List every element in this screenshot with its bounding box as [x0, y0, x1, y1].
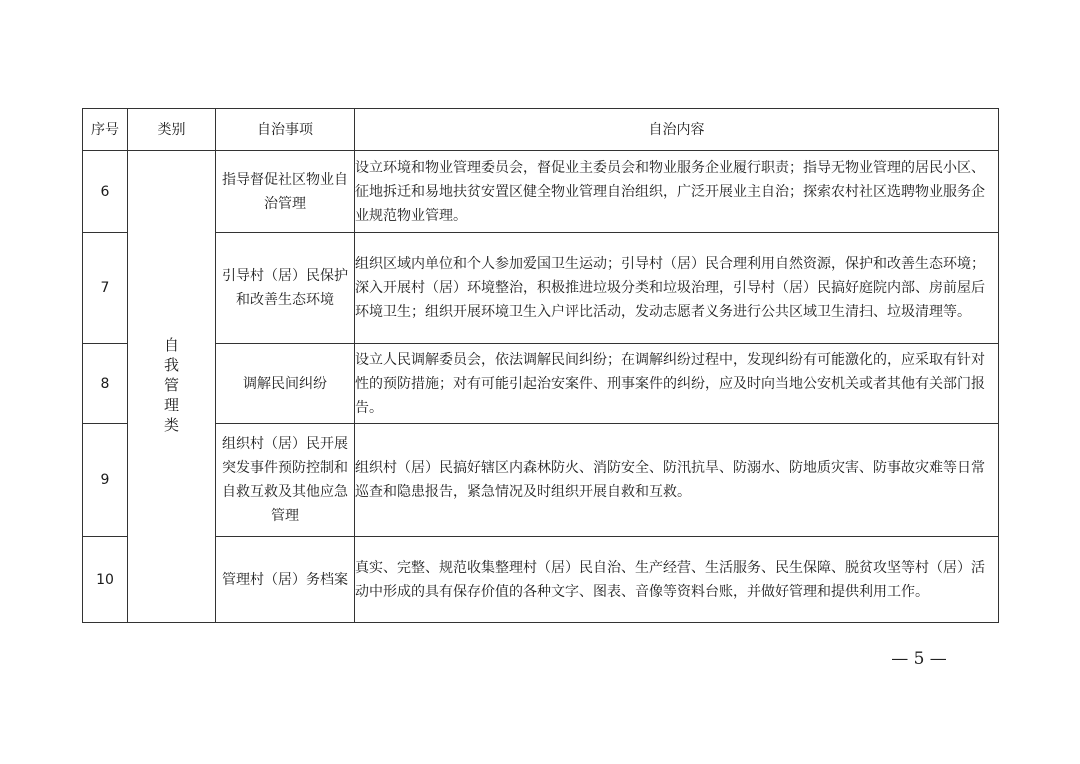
- autonomy-items-table: [82, 108, 999, 623]
- header-category: 类别: [128, 109, 216, 151]
- page-number: — 5 —: [891, 649, 947, 669]
- row-number: 8: [83, 344, 128, 424]
- row-content: 组织区域内单位和个人参加爱国卫生运动；引导村（居）民合理利用自然资源，保护和改善生态环境；深入开展村（居）环境整治，积极推进垃圾分类和垃圾治理，引导村（居）民搞好庭院内部、房前屋后环境卫生；组织开展环境卫生入户评比活动，发动志愿者义务进行公共区域卫生清扫、垃圾清理等。: [355, 233, 999, 344]
- table-row: [83, 537, 999, 623]
- category-cell: [128, 151, 216, 623]
- category-label: 自我管理类: [163, 336, 179, 434]
- row-content: 设立人民调解委员会，依法调解民间纠纷；在调解纠纷过程中，发现纠纷有可能激化的，应采取有针对性的预防措施；对有可能引起治安案件、刑事案件的纠纷，应及时向当地公安机关或者其他有关部门报告。: [355, 344, 999, 424]
- row-item: 调解民间纠纷: [216, 344, 355, 424]
- table-row: [83, 233, 999, 344]
- table-header-row: [83, 109, 999, 151]
- row-content: 真实、完整、规范收集整理村（居）民自治、生产经营、生活服务、民生保障、脱贫攻坚等村（居）活动中形成的具有保存价值的各种文字、图表、音像等资料台账，并做好管理和提供利用工作。: [355, 537, 999, 623]
- header-item: 自治事项: [216, 109, 355, 151]
- header-content: 自治内容: [355, 109, 999, 151]
- table-row: [83, 344, 999, 424]
- row-number: 6: [83, 151, 128, 233]
- row-item: 指导督促社区物业自治管理: [216, 151, 355, 233]
- table-row: [83, 424, 999, 537]
- row-content: 组织村（居）民搞好辖区内森林防火、消防安全、防汛抗旱、防溺水、防地质灾害、防事故灾难等日常巡查和隐患报告，紧急情况及时组织开展自救和互救。: [355, 424, 999, 537]
- row-item: 引导村（居）民保护和改善生态环境: [216, 233, 355, 344]
- row-content: 设立环境和物业管理委员会，督促业主委员会和物业服务企业履行职责；指导无物业管理的居民小区、征地拆迁和易地扶贫安置区健全物业管理自治组织，广泛开展业主自治；探索农村社区选聘物业服务企业规范物业管理。: [355, 151, 999, 233]
- table-row: [83, 151, 999, 233]
- header-number: 序号: [83, 109, 128, 151]
- row-number: 7: [83, 233, 128, 344]
- row-item: 管理村（居）务档案: [216, 537, 355, 623]
- row-number: 9: [83, 424, 128, 537]
- row-item: 组织村（居）民开展突发事件预防控制和自救互救及其他应急管理: [216, 424, 355, 537]
- row-number: 10: [83, 537, 128, 623]
